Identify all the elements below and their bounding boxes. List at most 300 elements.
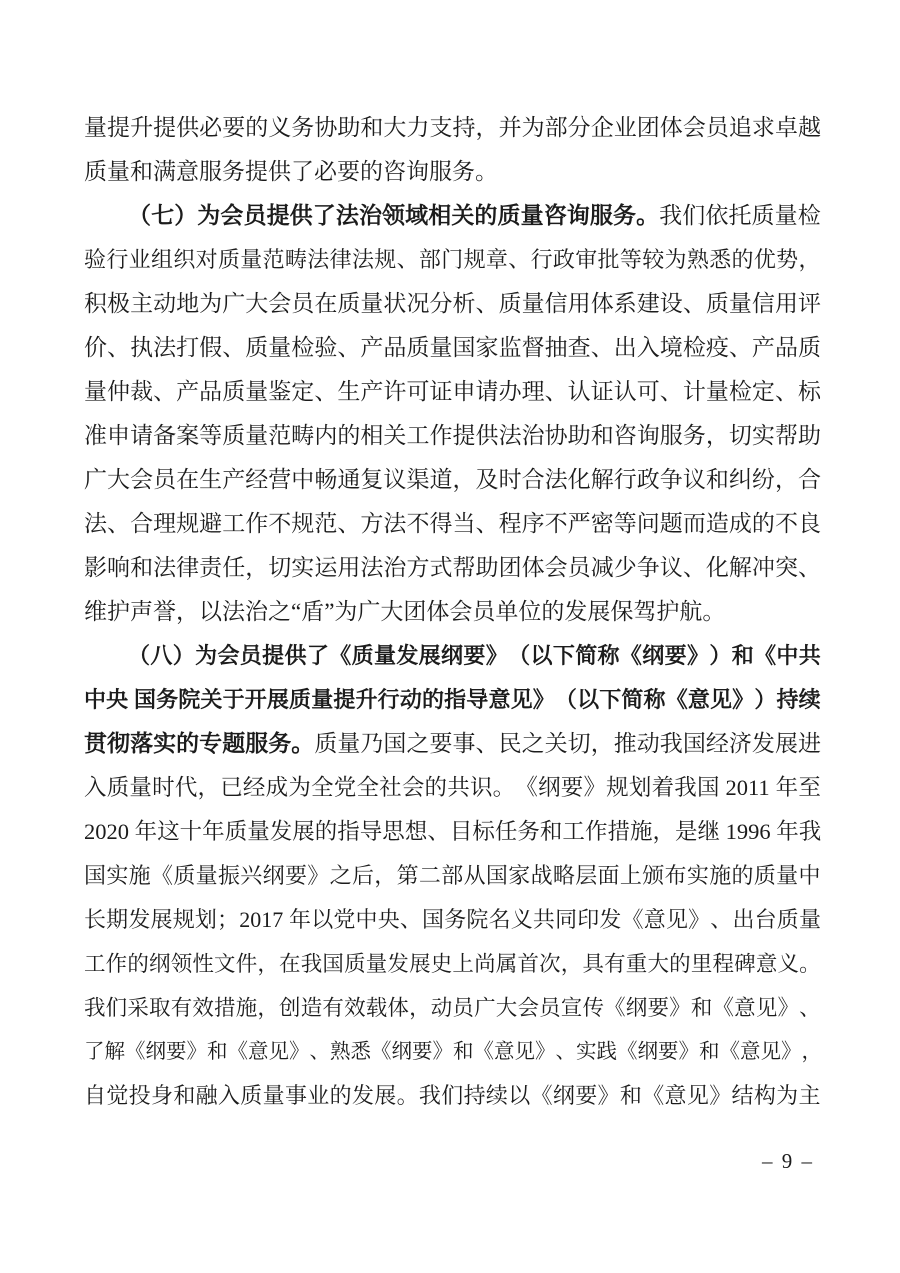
body-text: 略: [552, 863, 575, 888]
body-text: 、: [799, 996, 821, 1020]
body-text: 助: [475, 555, 499, 580]
body-text: 要: [560, 775, 584, 800]
body-text: 状: [383, 291, 407, 316]
text-line: [84, 634, 821, 678]
body-text: 有: [604, 952, 626, 976]
text-line: [84, 1030, 821, 1074]
body-text: 会: [544, 555, 568, 580]
body-text: 大: [495, 996, 518, 1020]
heading-text: 的: [421, 687, 444, 712]
body-text: 为: [521, 115, 545, 140]
heading-text: 询: [566, 203, 590, 228]
text-line: [84, 326, 821, 370]
heading-text: 为: [197, 203, 221, 228]
body-text: 质: [224, 819, 248, 844]
body-text: 》: [535, 1041, 556, 1063]
body-text: 的: [731, 247, 754, 272]
body-text: 质: [344, 952, 366, 976]
body-text: 得: [429, 511, 453, 536]
body-text: 体: [521, 555, 545, 580]
body-text: 首: [517, 952, 539, 976]
body-text: 产: [176, 379, 200, 404]
body-text: 动: [430, 996, 453, 1020]
body-text: 政: [636, 467, 660, 492]
body-text: 质: [753, 863, 776, 888]
body-text: 展: [774, 731, 798, 756]
body-text: 疫: [705, 335, 729, 360]
body-text: 《: [712, 996, 734, 1020]
body-text: 、: [107, 335, 131, 360]
body-text: 要: [647, 996, 669, 1020]
body-text: 名: [488, 907, 511, 932]
heading-text: 八: [150, 643, 173, 668]
body-text: 造: [300, 996, 323, 1020]
body-text: 式: [429, 555, 453, 580]
body-text: 程: [498, 511, 522, 536]
body-text: 规: [374, 247, 397, 272]
body-text: 国: [696, 775, 720, 800]
body-text: 检: [728, 379, 752, 404]
body-text: 二: [418, 863, 441, 888]
body-text: 法: [544, 467, 568, 492]
body-text: 。: [799, 952, 821, 976]
body-text: 务: [444, 907, 467, 932]
body-text: 供: [475, 423, 499, 448]
body-text: 宣: [560, 996, 583, 1020]
text-line: [84, 854, 821, 898]
body-text: 良: [797, 511, 821, 536]
body-text: 实: [751, 423, 775, 448]
body-text: 》: [186, 1041, 207, 1063]
body-text: 。: [492, 775, 516, 800]
body-text: 境: [659, 335, 683, 360]
heading-text: 质: [497, 203, 521, 228]
body-text: 党: [333, 775, 357, 800]
heading-text: （: [128, 643, 151, 668]
body-text: 减: [590, 555, 614, 580]
body-text: 畴: [284, 247, 307, 272]
body-text: 质: [498, 291, 522, 316]
body-text: 全: [311, 775, 334, 800]
body-text: 已: [220, 775, 243, 800]
heading-text: 贯: [84, 731, 107, 756]
heading-text: 服: [245, 731, 269, 756]
body-text: 史: [430, 952, 453, 976]
body-text: 帮: [774, 423, 798, 448]
heading-text: 中: [776, 643, 799, 668]
heading-text: 共: [798, 643, 821, 668]
body-text: 国: [485, 863, 508, 888]
body-text: 议: [383, 467, 407, 492]
body-text: 势: [776, 247, 799, 272]
body-text: 大: [383, 115, 407, 140]
body-text: 解: [728, 555, 752, 580]
body-text: 量: [262, 1083, 285, 1108]
body-text: 兴: [240, 863, 263, 888]
body-text: 法: [153, 335, 177, 360]
body-text: 用: [567, 291, 591, 316]
body-text: 出: [613, 335, 637, 360]
body-text: 不: [406, 511, 430, 536]
body-text: 力: [406, 115, 430, 140]
body-text: 政: [552, 247, 575, 272]
heading-text: 》: [732, 687, 755, 712]
body-text: 效: [344, 996, 366, 1020]
body-text: 量: [268, 335, 292, 360]
body-text: 悉: [350, 1041, 371, 1063]
body-text: 要: [658, 1041, 679, 1063]
heading-text: 意: [488, 687, 511, 712]
body-text: 国: [422, 907, 445, 932]
body-text: 碑: [734, 952, 756, 976]
body-text: 假: [199, 335, 223, 360]
body-text: 量: [247, 819, 270, 844]
heading-text: 提: [333, 687, 356, 712]
body-text: 不: [268, 511, 292, 536]
body-text: 任: [222, 555, 246, 580]
body-text: 许: [383, 379, 407, 404]
body-text: 质: [797, 335, 821, 360]
body-text: 、: [475, 731, 499, 756]
body-text: 纲: [637, 1041, 658, 1063]
body-text: 融: [195, 1083, 218, 1108]
body-text: 和: [207, 1041, 228, 1063]
heading-text: 《: [619, 643, 642, 668]
body-text: 、: [710, 907, 733, 932]
body-text: 指: [337, 819, 360, 844]
body-text: 《: [515, 775, 538, 800]
body-text: 家: [508, 863, 531, 888]
body-text: 议: [682, 467, 706, 492]
body-text: 员: [452, 996, 474, 1020]
body-text: 在: [314, 291, 338, 316]
body-text: 至: [798, 775, 821, 800]
body-text: 持: [452, 115, 476, 140]
heading-text: 七: [151, 203, 175, 228]
body-text: 业: [613, 115, 637, 140]
body-text: 、: [475, 511, 499, 536]
body-text: 法: [360, 555, 384, 580]
body-text: 》: [583, 775, 606, 800]
page-number: – 9 –: [762, 1149, 814, 1173]
heading-text: 持: [776, 687, 799, 712]
body-text: 质: [751, 203, 775, 228]
body-text: [720, 766, 726, 810]
body-text: 发: [751, 731, 775, 756]
body-text: 意: [755, 952, 778, 976]
body-text: 的: [731, 863, 754, 888]
body-text: 信: [544, 291, 568, 316]
heading-text: 纲: [441, 643, 464, 668]
body-text: 规: [176, 511, 200, 536]
body-text: 展: [150, 907, 173, 932]
heading-text: 导: [466, 687, 489, 712]
body-text: 、: [590, 335, 614, 360]
body-text: 工: [562, 819, 585, 844]
body-text: 要: [284, 863, 307, 888]
body-text: 入: [84, 775, 107, 800]
body-text: 施: [235, 996, 258, 1020]
body-text: 质: [222, 379, 246, 404]
body-text: 帮: [452, 555, 476, 580]
body-text: 法: [498, 423, 522, 448]
body-text: 采: [127, 996, 149, 1020]
body-text: 程: [712, 952, 734, 976]
heading-text: 会: [217, 643, 240, 668]
body-text: 年: [289, 907, 312, 932]
body-text: 《: [719, 1041, 740, 1063]
body-text: 计: [682, 379, 706, 404]
heading-text: 咨: [543, 203, 567, 228]
body-text: 件: [235, 952, 258, 976]
body-text: 颁: [642, 863, 665, 888]
heading-text: 员: [243, 203, 267, 228]
body-text: 要: [412, 1041, 433, 1063]
body-text: 施: [629, 819, 653, 844]
body-text: 及: [475, 467, 499, 492]
body-text: 卓: [774, 115, 798, 140]
body-text: [770, 766, 776, 810]
body-text: 入: [217, 1083, 240, 1108]
body-text: 检: [797, 203, 821, 228]
body-text: 解: [590, 467, 614, 492]
heading-text: 务: [268, 731, 292, 756]
body-text: 见: [514, 1041, 535, 1063]
body-text: 批: [597, 247, 620, 272]
body-text: 在: [279, 952, 301, 976]
text-line: [84, 502, 821, 546]
body-text: 质: [776, 907, 799, 932]
heading-text: （: [128, 203, 151, 228]
body-text: 》: [781, 1041, 802, 1063]
body-text: 载: [365, 996, 388, 1020]
body-text: 自: [84, 1083, 107, 1108]
body-text: 战: [530, 863, 553, 888]
body-text: 请: [475, 379, 499, 404]
body-text: 会: [268, 291, 292, 316]
body-text: 冲: [751, 555, 775, 580]
body-text: 家: [475, 335, 499, 360]
body-text: 业: [128, 247, 151, 272]
heading-text: 质: [289, 687, 312, 712]
body-text: 任: [494, 819, 518, 844]
body-text: 组: [150, 247, 173, 272]
body-text: ，: [452, 467, 476, 492]
body-text: 法: [383, 511, 407, 536]
body-text: 身: [150, 1083, 173, 1108]
body-text: 会: [682, 115, 706, 140]
body-text: 熟: [686, 247, 709, 272]
body-text: 关: [544, 731, 568, 756]
body-text: 续: [485, 1083, 508, 1108]
heading-text: 供: [289, 203, 313, 228]
body-text: 年: [776, 819, 799, 844]
body-text: 量: [365, 952, 388, 976]
body-text: 年: [134, 819, 158, 844]
body-text: 成: [728, 511, 752, 536]
body-text: 们: [441, 1083, 464, 1108]
body-text: 和: [360, 115, 384, 140]
body-text: 量: [245, 379, 269, 404]
heading-text: 。: [636, 203, 660, 228]
body-text: 经: [242, 775, 266, 800]
body-text: 国: [84, 863, 107, 888]
body-text: 行: [530, 247, 553, 272]
body-text: 要: [429, 731, 453, 756]
body-text: 织: [173, 247, 196, 272]
body-text: 发: [269, 819, 293, 844]
body-text: 作: [584, 819, 608, 844]
body-text: 纲: [552, 1083, 575, 1108]
body-text: 案: [176, 423, 200, 448]
heading-text: 彻: [107, 731, 131, 756]
body-text: 和: [130, 555, 154, 580]
body-text: 影: [84, 555, 107, 580]
body-text: 量: [129, 775, 152, 800]
heading-text: 续: [798, 687, 821, 712]
body-text: 团: [636, 115, 660, 140]
body-text: 我: [674, 775, 697, 800]
body-text: 审: [575, 247, 598, 272]
heading-text: 《: [754, 643, 777, 668]
body-text: 振: [217, 863, 240, 888]
body-text: 升: [130, 115, 154, 140]
body-text: 争: [659, 467, 683, 492]
body-text: 定: [751, 379, 775, 404]
body-text: 法: [153, 555, 177, 580]
body-text: 悉: [709, 247, 732, 272]
body-text: 》: [432, 1041, 453, 1063]
body-text: 供: [176, 115, 200, 140]
body-text: 《: [530, 1083, 553, 1108]
body-text: 章: [485, 247, 508, 272]
body-text: 事: [284, 1083, 307, 1108]
body-text: 我: [659, 203, 683, 228]
body-text: 、: [774, 379, 798, 404]
text-line: [84, 414, 821, 458]
body-text: 纲: [538, 775, 561, 800]
body-text: 量: [240, 247, 263, 272]
body-text: 发: [599, 907, 622, 932]
body-text: 法: [84, 511, 107, 536]
body-text: 、: [309, 1041, 330, 1063]
body-text: 2020: [84, 819, 129, 844]
body-text: 员: [153, 467, 177, 492]
body-text: 、: [682, 291, 706, 316]
body-text: 切: [567, 731, 591, 756]
heading-text: 见: [710, 687, 733, 712]
body-text: 义: [268, 115, 292, 140]
body-text: 广: [84, 467, 107, 492]
body-text: 提: [452, 423, 476, 448]
body-text: 、: [508, 247, 531, 272]
body-text: 请: [130, 423, 154, 448]
body-text: 展: [292, 819, 315, 844]
body-text: 在: [176, 467, 200, 492]
text-line: [84, 942, 821, 986]
body-text: 发: [128, 907, 151, 932]
body-text: 营: [268, 467, 292, 492]
body-text: 。: [396, 1083, 419, 1108]
body-text: 备: [153, 423, 177, 448]
body-text: 作: [429, 423, 453, 448]
heading-text: 下: [599, 687, 622, 712]
body-text: 、: [153, 379, 177, 404]
body-text: 畅: [314, 467, 338, 492]
body-text: 助: [567, 423, 591, 448]
body-text: 工: [222, 511, 246, 536]
body-text: 量: [705, 379, 729, 404]
body-text: 纠: [728, 467, 752, 492]
body-text: 目: [449, 819, 473, 844]
body-text: 依: [705, 203, 729, 228]
body-text: 量: [776, 863, 799, 888]
body-text: 部: [441, 863, 464, 888]
body-text: 《: [621, 907, 644, 932]
body-text: 认: [613, 379, 637, 404]
body-text: 分: [429, 291, 453, 316]
body-text: 不: [544, 511, 568, 536]
body-text: 推: [613, 731, 637, 756]
body-text: 觉: [106, 1083, 129, 1108]
body-text: ，: [590, 731, 614, 756]
body-text: 道: [429, 467, 453, 492]
body-text: 工: [406, 423, 430, 448]
body-text: 内: [314, 423, 338, 448]
body-text: 并: [498, 115, 522, 140]
body-text: 展: [374, 1083, 397, 1108]
heading-text: 》: [532, 687, 555, 712]
body-text: 要: [166, 1041, 187, 1063]
body-text: 申: [107, 423, 131, 448]
body-text: 要: [575, 1083, 598, 1108]
heading-text: ）: [172, 643, 195, 668]
body-text: 传: [582, 996, 604, 1020]
body-text: 台: [754, 907, 777, 932]
body-text: 民: [498, 731, 522, 756]
body-text: 布: [664, 863, 687, 888]
heading-text: 务: [612, 203, 636, 228]
body-text: 的: [424, 775, 448, 800]
body-text: 、: [337, 335, 361, 360]
heading-text: 以: [577, 687, 600, 712]
body-text: 严: [567, 511, 591, 536]
body-text: 了: [84, 1041, 105, 1063]
heading-text: 为: [195, 643, 218, 668]
body-text: 裁: [130, 379, 154, 404]
body-text: 对: [195, 247, 218, 272]
body-text: 规: [606, 775, 629, 800]
heading-text: 。: [291, 731, 315, 756]
body-text: 量: [84, 115, 107, 140]
body-text: 办: [498, 379, 522, 404]
body-text: 2017: [239, 907, 284, 932]
body-text: 理: [153, 511, 177, 536]
heading-text: 量: [373, 643, 396, 668]
body-text: 中: [355, 907, 378, 932]
body-text: 印: [577, 907, 600, 932]
body-text: 效: [192, 996, 214, 1020]
body-text: 我: [418, 1083, 441, 1108]
body-text: 产: [222, 467, 246, 492]
body-text: 和: [173, 1083, 196, 1108]
text-line: [84, 370, 821, 414]
body-text: 范: [314, 511, 338, 536]
body-text: 极: [107, 291, 131, 316]
body-text: 为: [288, 775, 311, 800]
body-text: 和: [619, 1083, 642, 1108]
body-text: 量: [360, 291, 384, 316]
